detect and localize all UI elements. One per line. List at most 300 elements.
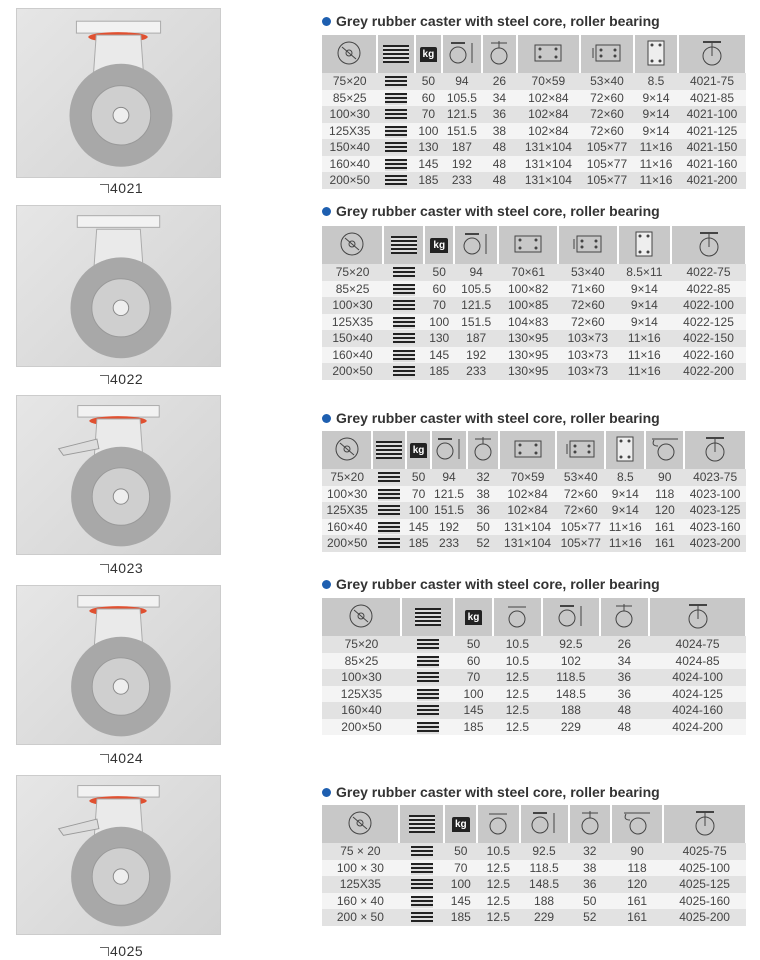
table-cell: 233 xyxy=(442,172,482,189)
table-cell: 151.5 xyxy=(442,123,482,140)
column-header xyxy=(424,226,454,264)
table-cell: 11×16 xyxy=(634,156,678,173)
table-cell: 192 xyxy=(454,347,498,364)
table-cell: 131×104 xyxy=(499,535,556,552)
offset-icon xyxy=(487,40,511,69)
table-cell: 70 xyxy=(406,486,430,503)
tread-cell xyxy=(377,123,415,140)
table-cell: 72×60 xyxy=(580,123,634,140)
table-row xyxy=(322,156,746,173)
table-cell: 120 xyxy=(645,502,684,519)
table-cell: 118 xyxy=(611,860,663,877)
tread-cell xyxy=(401,653,454,670)
table-cell: 8.5 xyxy=(634,73,678,90)
table-cell: 9×14 xyxy=(618,281,671,298)
section-title xyxy=(322,13,660,29)
table-cell: 10.5 xyxy=(477,843,519,860)
table-cell: 12.5 xyxy=(493,686,543,703)
table-cell: 100 xyxy=(406,502,430,519)
column-header xyxy=(569,805,611,843)
table-cell: 70 xyxy=(454,669,492,686)
column-header xyxy=(322,431,372,469)
tread-pattern-icon xyxy=(417,656,439,668)
spec-header-row xyxy=(322,431,746,469)
column-header xyxy=(558,226,618,264)
tread-pattern-icon xyxy=(393,350,415,362)
table-cell: 4021-160 xyxy=(678,156,746,173)
table-cell: 4025-160 xyxy=(663,893,746,910)
table-cell: 150×40 xyxy=(322,330,383,347)
table-cell: 105×77 xyxy=(580,139,634,156)
table-cell: 200×50 xyxy=(322,535,372,552)
table-row xyxy=(322,123,746,140)
table-cell: 10.5 xyxy=(493,653,543,670)
table-row xyxy=(322,363,746,380)
tread-cell xyxy=(399,843,445,860)
tread-pattern-icon xyxy=(393,333,415,345)
table-cell: 185 xyxy=(444,909,477,926)
tread-pattern-icon xyxy=(378,505,400,517)
table-cell: 70×59 xyxy=(517,73,580,90)
tread-pattern-icon xyxy=(393,366,415,378)
tread-pattern-icon xyxy=(393,267,415,279)
caster-photo xyxy=(16,585,221,745)
table-cell: 32 xyxy=(569,843,611,860)
product-code: 4023 xyxy=(100,560,143,576)
table-cell: 148.5 xyxy=(542,686,599,703)
table-cell: 50 xyxy=(406,469,430,486)
table-cell: 52 xyxy=(569,909,611,926)
table-cell: 70 xyxy=(424,297,454,314)
table-cell: 94 xyxy=(454,264,498,281)
table-cell: 150×40 xyxy=(322,139,377,156)
offset-icon xyxy=(578,810,602,839)
table-cell: 100 × 30 xyxy=(322,860,399,877)
table-cell: 9×14 xyxy=(605,502,645,519)
table-cell: 130×95 xyxy=(498,330,558,347)
table-cell: 11×16 xyxy=(605,519,645,536)
table-row xyxy=(322,264,746,281)
table-cell: 4024-75 xyxy=(649,636,746,653)
column-header xyxy=(520,805,569,843)
table-cell: 229 xyxy=(520,909,569,926)
tread-cell xyxy=(383,297,424,314)
load-kg-icon: kg xyxy=(410,442,428,458)
table-cell: 4022-200 xyxy=(671,363,746,380)
table-cell: 105×77 xyxy=(580,172,634,189)
table-cell: 161 xyxy=(611,909,663,926)
table-cell: 9×14 xyxy=(605,486,645,503)
spec-header-row xyxy=(322,226,746,264)
tread-cell xyxy=(377,172,415,189)
table-cell: 9×14 xyxy=(618,314,671,331)
product-code: 4024 xyxy=(100,750,143,766)
table-cell: 4021-200 xyxy=(678,172,746,189)
table-cell: 105.5 xyxy=(442,90,482,107)
column-header xyxy=(383,226,424,264)
table-cell: 38 xyxy=(569,860,611,877)
table-cell: 118.5 xyxy=(542,669,599,686)
table-cell: 4023-75 xyxy=(684,469,746,486)
table-row xyxy=(322,73,746,90)
table-cell: 100×30 xyxy=(322,297,383,314)
table-row xyxy=(322,297,746,314)
wheel-diameter-icon xyxy=(339,231,365,260)
spec-header-row xyxy=(322,598,746,636)
column-header xyxy=(493,598,543,636)
caster-model-icon xyxy=(686,602,710,633)
column-header xyxy=(406,431,430,469)
table-cell: 125X35 xyxy=(322,502,372,519)
column-header xyxy=(372,431,406,469)
table-cell: 130×95 xyxy=(498,363,558,380)
table-cell: 50 xyxy=(569,893,611,910)
table-cell: 70 xyxy=(415,106,442,123)
table-cell: 11×16 xyxy=(618,363,671,380)
caster-photo xyxy=(16,775,221,935)
table-cell: 10.5 xyxy=(493,636,543,653)
section-title-text: Grey rubber caster with steel core, roller bearing xyxy=(336,784,660,800)
section-title-text: Grey rubber caster with steel core, roller bearing xyxy=(336,13,660,29)
table-cell: 102×84 xyxy=(517,90,580,107)
column-header xyxy=(322,805,399,843)
column-header xyxy=(671,226,746,264)
table-row xyxy=(322,909,746,926)
section-title-text: Grey rubber caster with steel core, roller bearing xyxy=(336,203,660,219)
table-cell: 151.5 xyxy=(454,314,498,331)
offset-icon xyxy=(471,436,495,465)
column-header xyxy=(618,226,671,264)
table-cell: 100 xyxy=(415,123,442,140)
table-cell: 60 xyxy=(415,90,442,107)
table-cell: 102×84 xyxy=(499,486,556,503)
table-cell: 187 xyxy=(454,330,498,347)
tread-pattern-icon xyxy=(393,300,415,312)
tread-cell xyxy=(383,264,424,281)
tread-cell xyxy=(399,909,445,926)
table-cell: 50 xyxy=(454,636,492,653)
table-cell: 12.5 xyxy=(493,719,543,736)
table-cell: 161 xyxy=(645,519,684,536)
table-row xyxy=(322,281,746,298)
tread-cell xyxy=(372,519,406,536)
table-cell: 48 xyxy=(600,719,650,736)
column-header xyxy=(542,598,599,636)
table-cell: 160×40 xyxy=(322,702,401,719)
table-cell: 4021-85 xyxy=(678,90,746,107)
table-cell: 38 xyxy=(482,123,517,140)
table-cell: 70 xyxy=(444,860,477,877)
table-cell: 75 × 20 xyxy=(322,843,399,860)
table-row xyxy=(322,686,746,703)
table-cell: 131×104 xyxy=(517,156,580,173)
table-cell: 121.5 xyxy=(431,486,468,503)
tread-pattern-icon xyxy=(417,639,439,651)
table-cell: 145 xyxy=(406,519,430,536)
bullet-icon xyxy=(322,17,331,26)
table-cell: 130×95 xyxy=(498,347,558,364)
bullet-icon xyxy=(322,580,331,589)
top-plate-icon xyxy=(513,233,543,258)
table-cell: 85×25 xyxy=(322,90,377,107)
height-icon xyxy=(435,436,463,465)
table-cell: 4021-125 xyxy=(678,123,746,140)
tread-cell xyxy=(372,486,406,503)
table-cell: 50 xyxy=(444,843,477,860)
tread-pattern-icon xyxy=(378,522,400,534)
table-cell: 200×50 xyxy=(322,363,383,380)
table-cell: 36 xyxy=(600,669,650,686)
load-kg-icon: kg xyxy=(430,237,448,253)
table-cell: 160 × 40 xyxy=(322,893,399,910)
tread-pattern-icon xyxy=(385,175,407,187)
table-cell: 233 xyxy=(454,363,498,380)
table-cell: 148.5 xyxy=(520,876,569,893)
table-cell: 90 xyxy=(645,469,684,486)
product-code: 4022 xyxy=(100,371,143,387)
caster-model-icon xyxy=(697,230,721,261)
tread-icon xyxy=(391,236,417,254)
caster-photo xyxy=(16,395,221,555)
table-row xyxy=(322,502,746,519)
table-cell: 60 xyxy=(424,281,454,298)
column-header xyxy=(442,35,482,73)
tread-cell xyxy=(383,314,424,331)
column-header xyxy=(556,431,605,469)
height-icon xyxy=(448,40,476,69)
table-cell: 4021-75 xyxy=(678,73,746,90)
caster-model-icon xyxy=(693,809,717,840)
column-header xyxy=(499,431,556,469)
tread-pattern-icon xyxy=(378,472,400,484)
table-cell: 187 xyxy=(442,139,482,156)
table-cell: 192 xyxy=(442,156,482,173)
table-cell: 200 × 50 xyxy=(322,909,399,926)
table-cell: 185 xyxy=(424,363,454,380)
column-header xyxy=(517,35,580,73)
spec-table xyxy=(322,431,747,552)
tread-pattern-icon xyxy=(385,159,407,171)
table-cell: 104×83 xyxy=(498,314,558,331)
table-cell: 72×60 xyxy=(580,90,634,107)
table-cell: 4022-125 xyxy=(671,314,746,331)
tread-pattern-icon xyxy=(378,489,400,501)
table-row xyxy=(322,330,746,347)
column-header xyxy=(454,226,498,264)
table-cell: 50 xyxy=(467,519,499,536)
table-cell: 75×20 xyxy=(322,469,372,486)
column-header xyxy=(684,431,746,469)
table-row xyxy=(322,486,746,503)
table-cell: 161 xyxy=(611,893,663,910)
table-cell: 4024-160 xyxy=(649,702,746,719)
table-cell: 72×60 xyxy=(580,106,634,123)
column-header xyxy=(649,598,746,636)
table-cell: 12.5 xyxy=(493,702,543,719)
table-cell: 34 xyxy=(600,653,650,670)
height-icon xyxy=(530,810,558,839)
table-cell: 160×40 xyxy=(322,519,372,536)
table-cell: 100 xyxy=(454,686,492,703)
table-cell: 4021-100 xyxy=(678,106,746,123)
tread-cell xyxy=(401,702,454,719)
table-cell: 120 xyxy=(611,876,663,893)
tread-cell xyxy=(383,330,424,347)
table-cell: 125X35 xyxy=(322,686,401,703)
product-code: 4021 xyxy=(100,180,143,196)
tread-cell xyxy=(377,73,415,90)
table-cell: 4024-100 xyxy=(649,669,746,686)
table-cell: 130 xyxy=(415,139,442,156)
table-cell: 11×16 xyxy=(618,347,671,364)
column-header xyxy=(605,431,645,469)
column-header xyxy=(477,805,519,843)
table-cell: 11×16 xyxy=(618,330,671,347)
table-cell: 121.5 xyxy=(442,106,482,123)
table-cell: 75×20 xyxy=(322,73,377,90)
table-row xyxy=(322,893,746,910)
load-kg-icon: kg xyxy=(420,46,438,62)
tread-pattern-icon xyxy=(417,689,439,701)
table-cell: 100×30 xyxy=(322,669,401,686)
tread-pattern-icon xyxy=(385,93,407,105)
table-cell: 70×61 xyxy=(498,264,558,281)
tread-cell xyxy=(372,469,406,486)
table-cell: 105.5 xyxy=(454,281,498,298)
table-cell: 12.5 xyxy=(493,669,543,686)
section-title xyxy=(322,576,660,592)
caster-photo xyxy=(16,8,221,178)
table-cell: 36 xyxy=(600,686,650,703)
table-cell: 9×14 xyxy=(634,123,678,140)
table-cell: 36 xyxy=(482,106,517,123)
bullet-icon xyxy=(322,207,331,216)
table-cell: 100×82 xyxy=(498,281,558,298)
load-kg-icon: kg xyxy=(452,816,470,832)
table-cell: 130 xyxy=(424,330,454,347)
section-title-text: Grey rubber caster with steel core, roller bearing xyxy=(336,576,660,592)
table-cell: 53×40 xyxy=(556,469,605,486)
table-cell: 103×73 xyxy=(558,347,618,364)
table-cell: 188 xyxy=(542,702,599,719)
tread-pattern-icon xyxy=(417,722,439,734)
table-cell: 11×16 xyxy=(634,172,678,189)
table-cell: 161 xyxy=(645,535,684,552)
table-cell: 100×30 xyxy=(322,486,372,503)
tread-cell xyxy=(372,502,406,519)
tread-pattern-icon xyxy=(417,672,439,684)
spec-header-row xyxy=(322,805,746,843)
height-icon xyxy=(557,603,585,632)
wheel-diameter-icon xyxy=(336,40,362,69)
table-cell: 4024-125 xyxy=(649,686,746,703)
table-cell: 4025-200 xyxy=(663,909,746,926)
table-row xyxy=(322,90,746,107)
table-cell: 8.5 xyxy=(605,469,645,486)
table-cell: 100×85 xyxy=(498,297,558,314)
table-cell: 50 xyxy=(415,73,442,90)
table-cell: 36 xyxy=(569,876,611,893)
table-cell: 85×25 xyxy=(322,653,401,670)
tread-cell xyxy=(377,106,415,123)
table-cell: 60 xyxy=(454,653,492,670)
table-cell: 4023-125 xyxy=(684,502,746,519)
bolt-hole-icon xyxy=(646,39,666,70)
tread-pattern-icon xyxy=(411,879,433,891)
table-row xyxy=(322,843,746,860)
table-cell: 53×40 xyxy=(558,264,618,281)
tread-icon xyxy=(415,608,441,626)
table-cell: 160×40 xyxy=(322,156,377,173)
column-header xyxy=(600,598,650,636)
table-cell: 4024-85 xyxy=(649,653,746,670)
tread-cell xyxy=(377,139,415,156)
table-row xyxy=(322,860,746,877)
tread-pattern-icon xyxy=(378,538,400,550)
wheel-diameter-icon xyxy=(347,810,373,839)
section-title xyxy=(322,203,660,219)
column-header xyxy=(322,226,383,264)
table-row xyxy=(322,106,746,123)
column-header xyxy=(415,35,442,73)
table-cell: 75×20 xyxy=(322,264,383,281)
table-cell: 9×14 xyxy=(634,90,678,107)
column-header xyxy=(645,431,684,469)
table-row xyxy=(322,469,746,486)
spec-table xyxy=(322,805,747,926)
tread-cell xyxy=(399,876,445,893)
table-cell: 4022-150 xyxy=(671,330,746,347)
column-header xyxy=(482,35,517,73)
spec-table xyxy=(322,35,747,189)
column-header xyxy=(322,598,401,636)
table-row xyxy=(322,172,746,189)
table-row xyxy=(322,669,746,686)
table-cell: 38 xyxy=(467,486,499,503)
column-header xyxy=(467,431,499,469)
top-plate-icon xyxy=(533,42,563,67)
column-header xyxy=(498,226,558,264)
table-cell: 192 xyxy=(431,519,468,536)
tread-cell xyxy=(399,893,445,910)
table-cell: 185 xyxy=(406,535,430,552)
tread-cell xyxy=(372,535,406,552)
table-cell: 131×104 xyxy=(517,172,580,189)
table-row xyxy=(322,535,746,552)
column-header xyxy=(444,805,477,843)
table-cell: 4023-160 xyxy=(684,519,746,536)
table-cell: 72×60 xyxy=(558,314,618,331)
table-cell: 4024-200 xyxy=(649,719,746,736)
wheel-diameter-icon xyxy=(334,436,360,465)
product-code: 4025 xyxy=(100,943,143,959)
table-cell: 233 xyxy=(431,535,468,552)
table-cell: 200×50 xyxy=(322,172,377,189)
table-cell: 105×77 xyxy=(556,535,605,552)
table-cell: 70×59 xyxy=(499,469,556,486)
tread-cell xyxy=(383,347,424,364)
caster-model-icon xyxy=(703,435,727,466)
table-cell: 4023-200 xyxy=(684,535,746,552)
table-cell: 125X35 xyxy=(322,314,383,331)
column-header xyxy=(678,35,746,73)
table-cell: 71×60 xyxy=(558,281,618,298)
table-cell: 94 xyxy=(442,73,482,90)
table-cell: 72×60 xyxy=(558,297,618,314)
section-title xyxy=(322,410,660,426)
column-header xyxy=(431,431,468,469)
column-header xyxy=(322,35,377,73)
